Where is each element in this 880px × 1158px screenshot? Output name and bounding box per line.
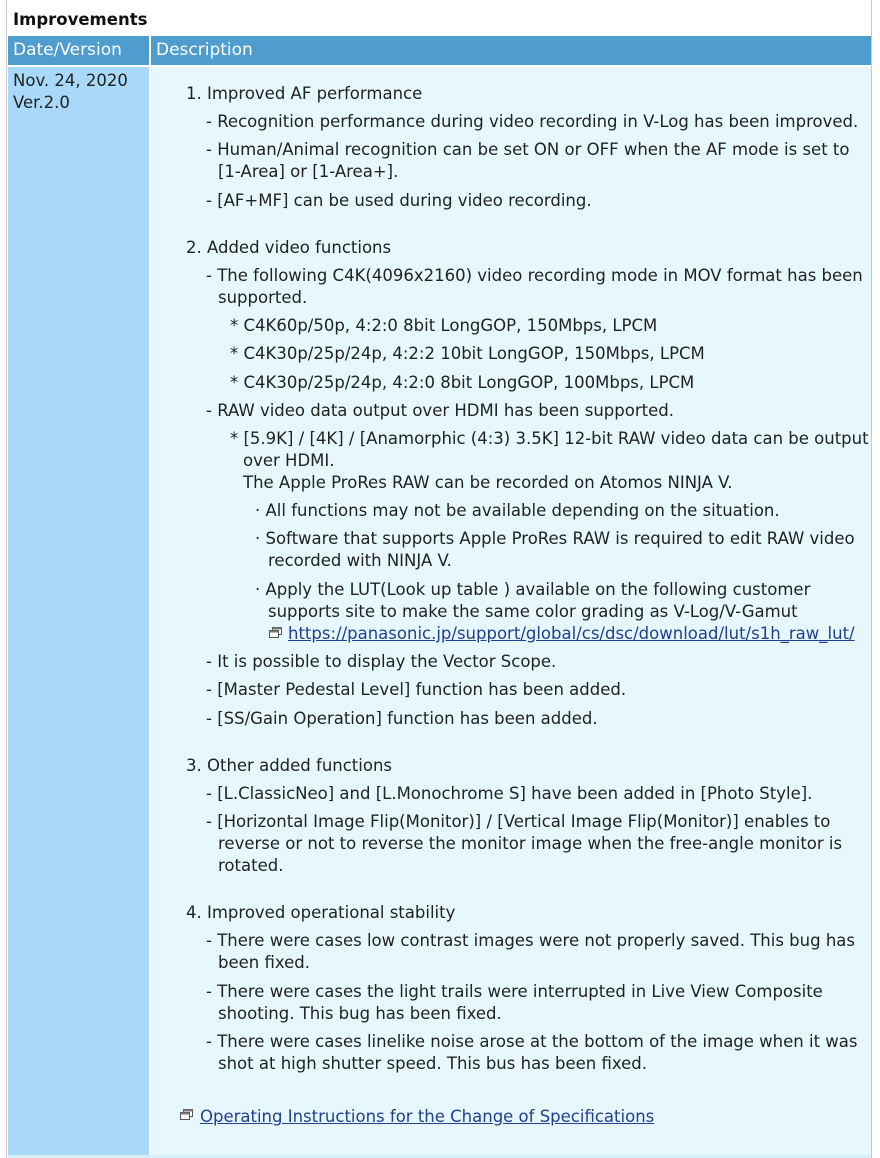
list-item: - Recognition performance during video recording in V-Log has been improved. bbox=[206, 112, 859, 131]
sub-list-item: * C4K30p/25p/24p, 4:2:0 8bit LongGOP, 100Mbps, LPCM bbox=[230, 373, 695, 392]
list-item: - [SS/Gain Operation] function has been added. bbox=[206, 709, 598, 728]
list-item: - It is possible to display the Vector Scope. bbox=[206, 652, 557, 671]
lut-support-link[interactable]: https://panasonic.jp/support/global/cs/dsc/download/lut/s1h_raw_lut/ bbox=[288, 624, 855, 643]
note-item: · All functions may not be available depending on the situation. bbox=[255, 501, 780, 520]
section-heading-video: 2. Added video functions bbox=[186, 238, 392, 257]
list-item: - [Horizontal Image Flip(Monitor)] / [Vertical Image Flip(Monitor)] enables to bbox=[206, 812, 831, 831]
sub-list-item-continuation: over HDMI. bbox=[243, 451, 335, 470]
release-date-version bbox=[13, 70, 128, 114]
list-item-continuation: supported. bbox=[218, 288, 308, 307]
list-item: - There were cases low contrast images were not properly saved. This bug has bbox=[206, 931, 855, 950]
release-version: Ver.2.0 bbox=[13, 93, 70, 112]
column-header-description: Description bbox=[151, 36, 871, 65]
section-heading-stability: 4. Improved operational stability bbox=[186, 903, 456, 922]
section-title: Improvements bbox=[13, 10, 148, 29]
list-item: - [Master Pedestal Level] function has been added. bbox=[206, 680, 627, 699]
list-item: - [AF+MF] can be used during video recording. bbox=[206, 191, 592, 210]
sub-list-item-continuation: The Apple ProRes RAW can be recorded on Atomos NINJA V. bbox=[243, 473, 733, 492]
section-heading-af: 1. Improved AF performance bbox=[186, 84, 423, 103]
note-item: · Software that supports Apple ProRes RAW is required to edit RAW video bbox=[255, 529, 855, 548]
sub-list-item: * C4K60p/50p, 4:2:0 8bit LongGOP, 150Mbps, LPCM bbox=[230, 316, 658, 335]
window-link-icon bbox=[180, 1109, 193, 1120]
release-date: Nov. 24, 2020 bbox=[13, 71, 128, 90]
list-item-continuation: shooting. This bug has been fixed. bbox=[218, 1004, 502, 1023]
sub-list-item: * C4K30p/25p/24p, 4:2:2 10bit LongGOP, 150Mbps, LPCM bbox=[230, 344, 705, 363]
window-link-icon bbox=[269, 627, 282, 638]
list-item-continuation: shot at high shutter speed. This bus has been fixed. bbox=[218, 1054, 648, 1073]
operating-instructions-link[interactable]: Operating Instructions for the Change of Specifications bbox=[200, 1107, 655, 1126]
column-header-date-version: Date/Version bbox=[8, 36, 149, 65]
list-item: - Human/Animal recognition can be set ON or OFF when the AF mode is set to bbox=[206, 140, 850, 159]
list-item-continuation: reverse or not to reverse the monitor image when the free-angle monitor is bbox=[218, 834, 843, 853]
note-item: · Apply the LUT(Look up table ) available on the following customer bbox=[255, 580, 811, 599]
note-item-continuation: supports site to make the same color grading as V-Log/V-Gamut bbox=[268, 602, 798, 621]
list-item: - There were cases linelike noise arose at the bottom of the image when it was bbox=[206, 1032, 858, 1051]
date-version-cell bbox=[8, 67, 149, 1155]
section-heading-other: 3. Other added functions bbox=[186, 756, 393, 775]
list-item: - [L.ClassicNeo] and [L.Monochrome S] have been added in [Photo Style]. bbox=[206, 784, 813, 803]
list-item: - There were cases the light trails were interrupted in Live View Composite bbox=[206, 982, 823, 1001]
list-item-continuation: been fixed. bbox=[218, 953, 310, 972]
list-item-continuation: [1-Area] or [1-Area+]. bbox=[218, 162, 399, 181]
sub-list-item: * [5.9K] / [4K] / [Anamorphic (4:3) 3.5K] 12-bit RAW video data can be output bbox=[230, 429, 869, 448]
note-item-continuation: recorded with NINJA V. bbox=[268, 551, 452, 570]
list-item: - RAW video data output over HDMI has been supported. bbox=[206, 401, 674, 420]
list-item-continuation: rotated. bbox=[218, 856, 284, 875]
list-item: - The following C4K(4096x2160) video recording mode in MOV format has been bbox=[206, 266, 863, 285]
